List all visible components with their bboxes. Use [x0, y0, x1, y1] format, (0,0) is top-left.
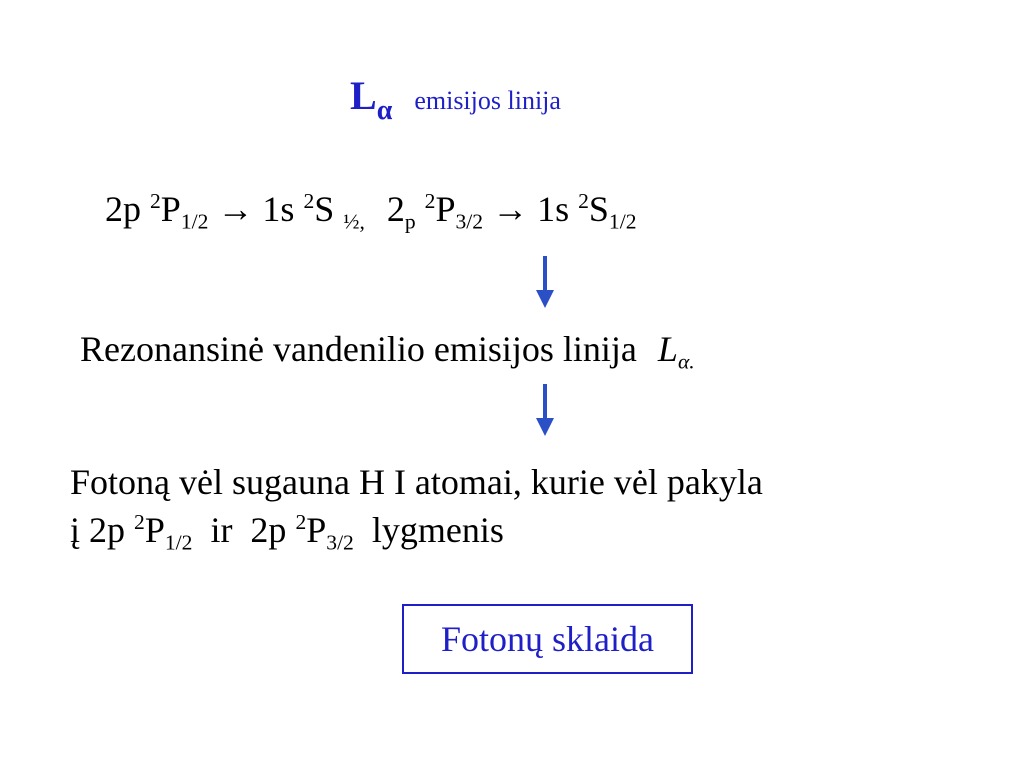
line3-subscript: 1/2 — [164, 530, 193, 555]
eq-arrow: → — [483, 189, 538, 229]
transition-equation — [105, 188, 637, 234]
line3-subscript: 3/2 — [326, 530, 354, 555]
eq-term: 1s — [262, 189, 304, 229]
title-alpha: α — [376, 94, 393, 126]
eq-term: P — [160, 189, 181, 229]
eq-term: P — [435, 189, 456, 229]
line3-term: P — [144, 510, 165, 550]
down-arrow-icon — [533, 256, 557, 310]
resonance-line-text — [80, 328, 695, 374]
line3-term: lygmenis — [353, 510, 504, 550]
eq-subscript: 1/2 — [180, 209, 209, 234]
photon-absorption-text — [70, 458, 763, 554]
line3-row1: Fotoną vėl sugauna H I atomai, kurie vėl pakyla — [70, 462, 763, 502]
eq-superscript: 2 — [303, 189, 315, 214]
line3-superscript: 2 — [295, 510, 307, 535]
eq-term: 1s — [537, 189, 579, 229]
title-text: emisijos linija — [414, 86, 561, 115]
line3-superscript: 2 — [134, 510, 145, 535]
down-arrow-icon — [533, 384, 557, 438]
eq-term: 2 — [386, 189, 405, 229]
eq-subscript: 3/2 — [455, 209, 484, 234]
slide-title — [350, 72, 561, 126]
eq-superscript: 2 — [578, 189, 589, 214]
line2-l: L — [657, 329, 678, 369]
eq-superscript: 2 — [150, 189, 161, 214]
eq-term: 2p — [105, 189, 150, 229]
eq-subscript: p — [404, 209, 416, 234]
eq-term: S — [314, 189, 344, 229]
photon-scattering-box — [402, 604, 693, 674]
eq-term: S — [588, 189, 609, 229]
box-label: Fotonų sklaida — [441, 619, 654, 659]
line3-term: į 2p — [70, 510, 135, 550]
line3-row2 — [70, 506, 763, 554]
line2-text: Rezonansinė vandenilio emisijos linija — [80, 329, 646, 369]
eq-arrow: → — [208, 189, 263, 229]
line3-term: ir 2p — [192, 510, 296, 550]
eq-subscript: ½, — [343, 209, 365, 234]
eq-subscript: 1/2 — [608, 209, 637, 234]
title-l: L — [350, 73, 377, 118]
eq-superscript: 2 — [424, 189, 436, 214]
line3-term: P — [306, 510, 327, 550]
line2-alpha: α. — [677, 349, 695, 374]
